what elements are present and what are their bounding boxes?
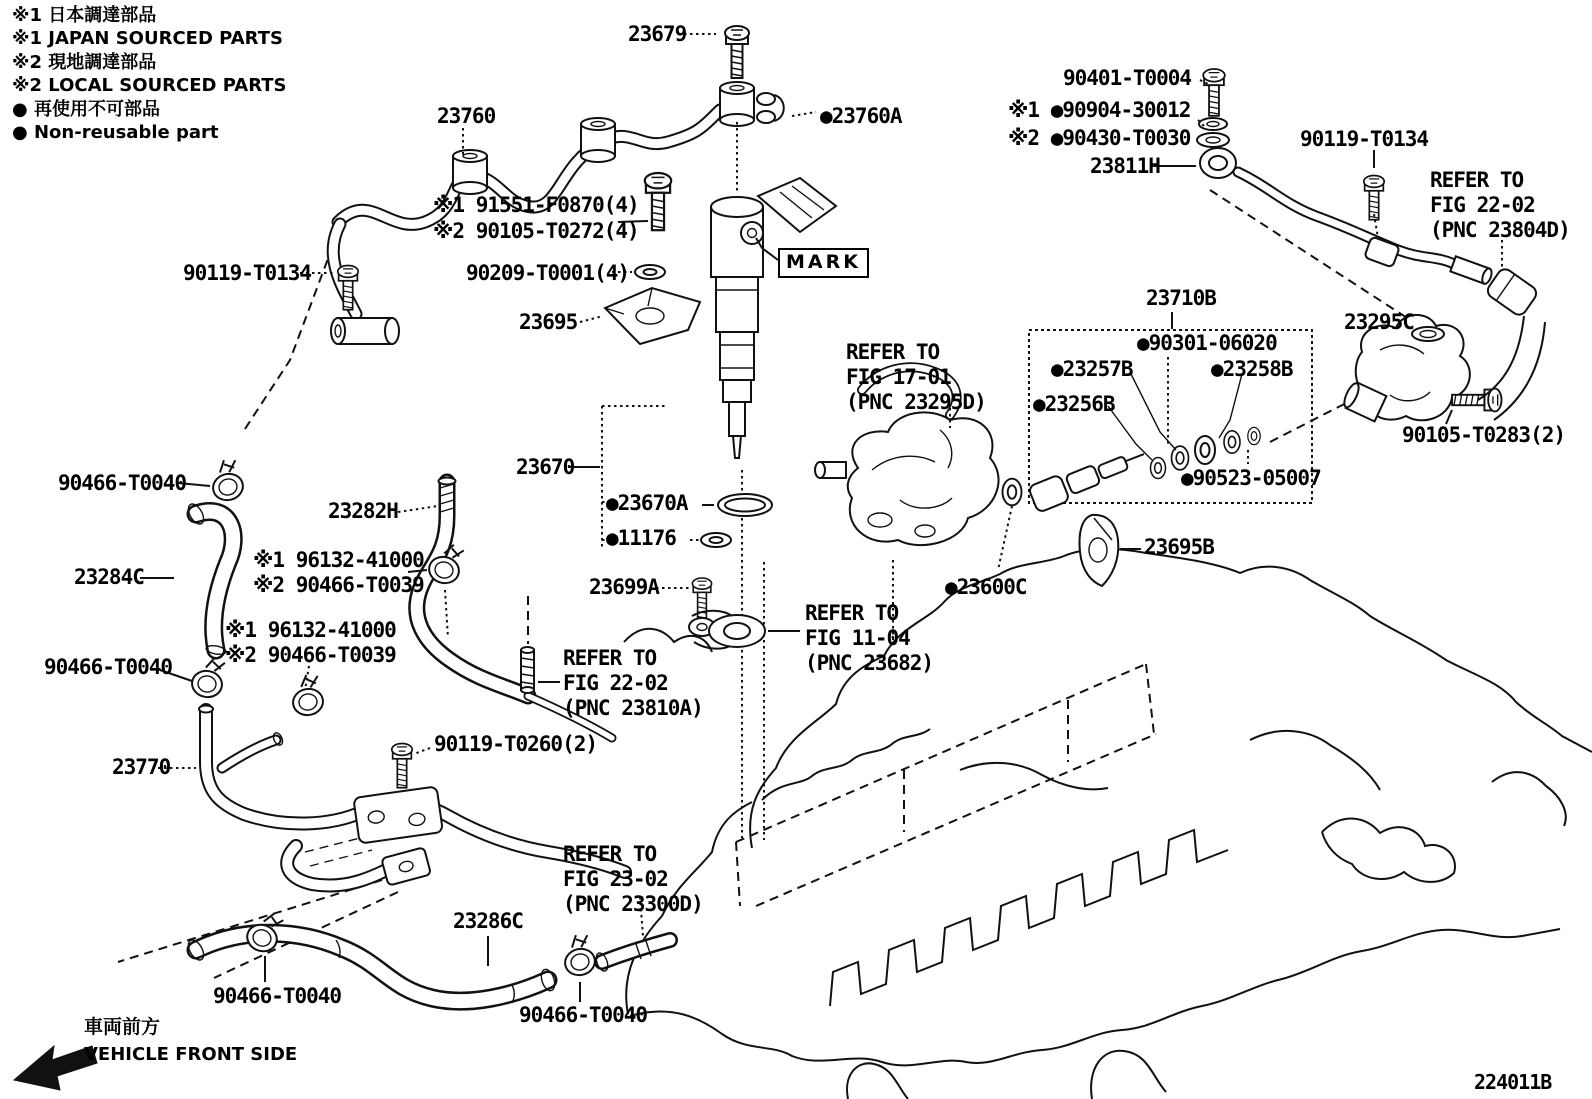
callout-90119-T0134-left [183,261,311,286]
callout-23257B [1051,357,1133,382]
callout-line: 90466-T0040 [519,1003,648,1027]
callout-90401-T0004 [1063,66,1191,91]
callout-line: MARK [786,251,861,273]
callout-line: 23295C [1344,310,1414,334]
callout-line: FIG 22-02 [1430,192,1535,217]
callout-90209-T0001 [466,261,629,286]
clamp-23695B-drawing [1080,515,1119,586]
callout-line: (PNC 23682) [805,650,934,675]
callout-90523-05007 [1181,466,1321,491]
callout-23670 [516,455,574,480]
callout-line: ※2 90466-T0039 [253,573,424,597]
callout-90466-T0040-c [213,984,341,1009]
callout-line: ●90301-06020 [1137,331,1277,355]
callout-line: ※1 96132-41000 [225,618,396,642]
callout-line: ※1 96132-41000 [253,548,424,572]
callout-96132-41000-a [253,548,424,573]
bolt-91551-drawing [645,173,671,230]
callout-line: 90466-T0040 [58,471,187,495]
callout-line: 23710B [1146,286,1216,310]
callout-23295C [1344,310,1414,335]
callout-90119-T0260 [434,732,597,757]
callout-line: 90209-T0001(4) [466,261,630,285]
callout-line: ●90523-05007 [1181,466,1321,490]
callout-line: 23679 [628,22,687,46]
clip-23760A-drawing [757,93,784,123]
oring-23670A-drawing [718,494,772,516]
callout-line: ●23257B [1051,357,1133,381]
callout-line: 90119-T0134 [1300,127,1429,151]
callout-line: 23699A [589,575,659,599]
callout-23770 [112,755,170,780]
callout-line: FIG 22-02 [563,670,668,695]
callout-90466-T0040-d [519,1003,647,1028]
callout-23811H [1090,154,1160,179]
legend-local-sourced-en: ※2 LOCAL SOURCED PARTS [12,75,287,97]
callout-96132-41000-b [225,618,396,643]
callout-line: ※2 90466-T0039 [225,643,396,667]
callout-90466-T0040-b [44,655,172,680]
callout-line: FIG 11-04 [805,625,910,650]
clamp-90466-T0040-d-drawing [559,932,598,978]
washer-90209-drawing [635,265,665,279]
callout-line: 23286C [453,909,523,933]
bolt-90119-T0260-drawing [392,744,412,788]
callout-line: 90119-T0260(2) [434,732,598,756]
callout-90430-T0030 [1008,126,1190,151]
vehicle-front-note [84,1012,297,1065]
callout-line: 90119-T0134 [183,261,312,285]
callout-90105-T0283 [1402,423,1565,448]
callout-line: 23760 [437,104,496,128]
callout-line: ●23670A [606,491,688,515]
callout-line: ※1 ●90904-30012 [1008,98,1191,122]
callout-line: 90401-T0004 [1063,66,1192,90]
oring-23600C-drawing [1003,479,1022,506]
bolt-90401-T0004-drawing [1203,69,1225,116]
callout-23710B [1146,286,1216,311]
callout-line: ※2 90105-T0272(4) [433,219,639,243]
legend-japan-sourced-jp: ※1 日本調達部品 [12,5,157,26]
tube-23810A-drawing [521,647,534,693]
figure-code: 224011B [1474,1070,1552,1094]
hose-23282H-drawing [190,478,612,739]
callout-line: 23282H [328,499,398,523]
callout-line: 23670 [516,455,575,479]
legend-non-reusable-jp: ● 再使用不可部品 [12,98,160,120]
callout-23256B [1033,392,1115,417]
callout-23282H [328,499,398,524]
callout-line: ●23600C [945,575,1027,599]
vehicle-front-en: VEHICLE FRONT SIDE [84,1044,298,1065]
callout-line: FIG 17-01 [846,364,951,389]
callout-refer-2202-right [1430,168,1570,242]
callout-90119-T0134-right [1300,127,1428,152]
callout-line: REFER TO [1430,168,1524,192]
injector-drawing [711,178,836,458]
callout-91551-F0870 [433,193,639,218]
callout-90466-T0039-a [253,573,424,598]
callout-line: (PNC 23295D) [846,389,986,414]
callout-line: ●23256B [1033,392,1115,416]
callout-line: (PNC 23300D) [563,891,703,916]
bracket-23770-drawing [353,786,443,843]
callout-line: 23811H [1090,154,1160,178]
callout-refer-2302 [563,842,703,916]
callout-line: ●23258B [1211,357,1293,381]
clamp-90466-T0040-a-drawing [207,457,246,503]
bolt-90119-T0134-right-drawing [1364,176,1384,220]
callout-line: REFER TO [563,842,657,866]
callout-23286C [453,909,523,934]
callout-90466-T0039-b [225,643,396,668]
callout-23760A [820,104,902,129]
legend-non-reusable-en: ● Non-reusable part [12,121,219,143]
callout-23760 [437,104,495,129]
callout-23284C [74,565,144,590]
callout-line: (PNC 23804D) [1430,217,1570,242]
callout-23670A [606,491,688,516]
bolt-23679-drawing [725,26,749,78]
callout-refer-1104 [805,601,933,675]
clamp-90466-T0040-b-drawing [190,655,226,700]
callout-23258B [1211,357,1293,382]
callout-11176 [606,526,676,551]
callout-90904-30012 [1008,98,1190,123]
callout-23679 [628,22,686,47]
banjo-23811H-drawing [1200,148,1236,178]
callout-line: REFER TO [563,646,657,670]
callout-line: 90466-T0040 [44,655,173,679]
vehicle-front-jp: 車両前方 [84,1016,161,1038]
legend [12,4,287,144]
callout-line: 23695B [1144,535,1214,559]
callout-line: ●23760A [820,104,902,128]
callout-line: FIG 23-02 [563,866,668,891]
callout-line: (PNC 23810A) [563,695,703,720]
legend-local-sourced-jp: ※2 現地調達部品 [12,51,157,73]
callout-90301-06020 [1137,331,1277,356]
callout-23695B [1144,535,1214,560]
callout-23600C [945,575,1027,600]
callout-line: REFER TO [846,340,940,364]
callout-line: 90466-T0040 [213,984,342,1008]
callout-line: ●11176 [606,526,676,550]
callout-line: ※1 91551-F0870(4) [433,193,639,217]
callout-line: 23284C [74,565,144,589]
legend-japan-sourced-en: ※1 JAPAN SOURCED PARTS [12,28,283,50]
callout-line: 90105-T0283(2) [1402,423,1566,447]
callout-refer-1701 [846,340,986,414]
callout-90466-T0040-a [58,471,186,496]
washer-11176-drawing [701,533,731,547]
clamp-23695-drawing [605,288,700,344]
callout-line: 23695 [519,310,578,334]
callout-90105-T0272 [433,219,639,244]
callout-line: 23770 [112,755,171,779]
callout-line: ※2 ●90430-T0030 [1008,126,1191,150]
clamp-90904-drawing [1197,118,1229,147]
callout-mark [778,248,869,278]
callout-23699A [589,575,659,600]
callout-23695 [519,310,577,335]
callout-line: REFER TO [805,601,899,625]
callout-refer-2202-left [563,646,703,720]
